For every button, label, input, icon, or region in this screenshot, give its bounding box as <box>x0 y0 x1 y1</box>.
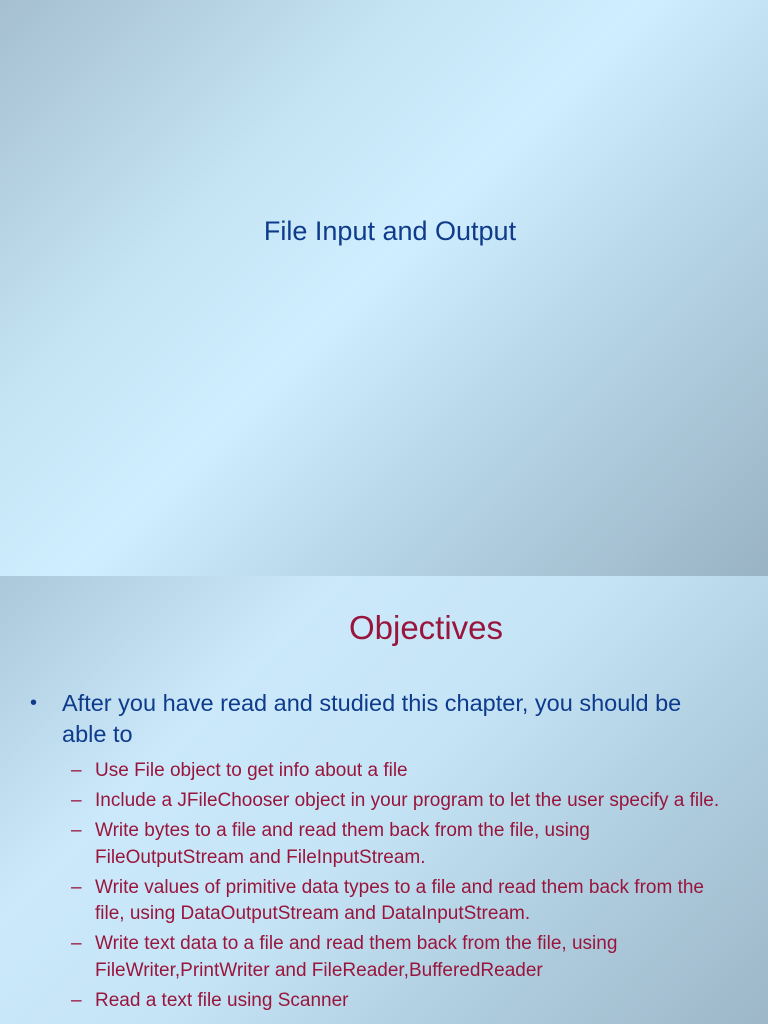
sub-bullet-text: Include a JFileChooser object in your program to let the user specify a file. <box>95 790 720 811</box>
dash-icon: – <box>71 876 82 898</box>
slide-objectives <box>0 576 768 1024</box>
sub-bullet-text: Use File object to get info about a file <box>95 760 408 781</box>
sub-bullet-text: Write text data to a file and read them back from the file, using FileWriter,PrintWriter and FileReader,BufferedReader <box>95 933 618 981</box>
objectives-list <box>30 688 730 1018</box>
sub-bullet <box>70 931 730 984</box>
objectives-heading: Objectives <box>348 609 504 646</box>
slide-title-text: File Input and Output <box>263 216 517 246</box>
sub-bullet-text: Read a text file using Scanner <box>95 989 349 1011</box>
sub-bullet-text: Write values of primitive data types to a file and read them back from the file, using DataOutputStream and DataInputStream. <box>95 876 704 924</box>
sub-bullet <box>70 875 730 928</box>
sub-bullet <box>70 988 730 1015</box>
dash-icon: – <box>71 933 82 954</box>
main-bullet-text: After you have read and studied this chapter, you should be able to <box>62 690 682 747</box>
sub-bullet <box>70 758 730 785</box>
sub-bullet <box>70 788 730 815</box>
main-bullet <box>30 688 730 750</box>
sub-bullet <box>70 818 730 871</box>
dash-icon: – <box>71 989 82 1011</box>
bullet-dot-icon: • <box>30 692 38 714</box>
dash-icon: – <box>71 820 82 841</box>
sub-bullet-text: Write bytes to a file and read them back from the file, using FileOutputStream and FileInputStream. <box>95 820 590 868</box>
sub-bullet-list <box>30 758 730 1014</box>
dash-icon: – <box>71 760 82 781</box>
dash-icon: – <box>71 790 82 811</box>
